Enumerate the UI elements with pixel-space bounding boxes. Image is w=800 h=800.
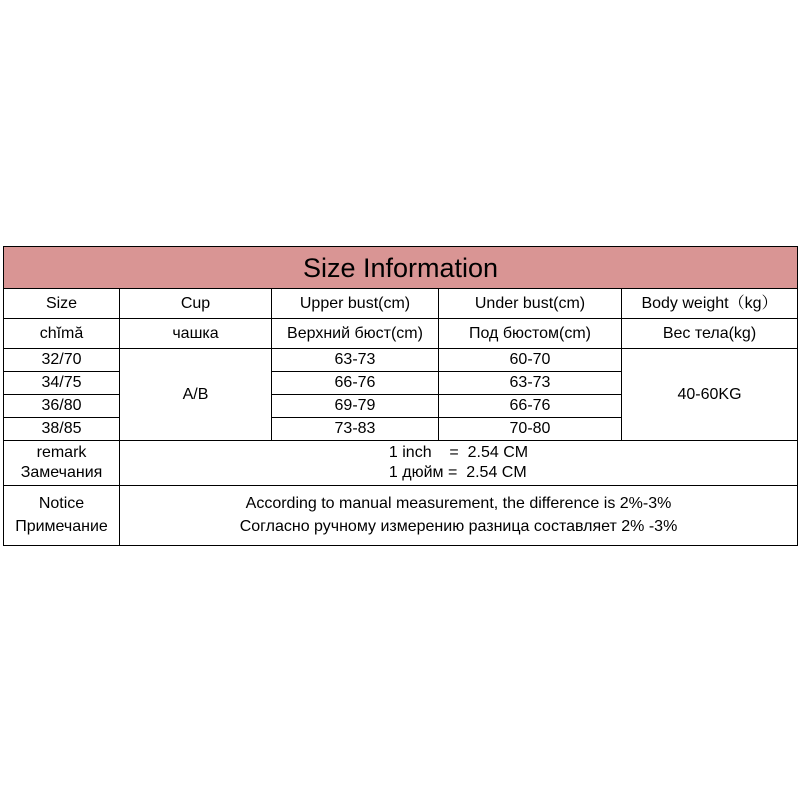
size-information-table (3, 246, 798, 546)
notice-line-ru: Согласно ручному измерению разница составляет 2% -3% (239, 518, 678, 535)
upper-bust-cell: 69-79 (272, 395, 439, 418)
remark-text-block (389, 443, 528, 483)
size-cell: 36/80 (4, 395, 120, 418)
cup-cell: A/B (120, 349, 272, 441)
header-under-bust-ru: Под бюстом(cm) (439, 319, 622, 349)
notice-row (4, 486, 798, 546)
remark-line-inch: 1 inch = 2.54 CM (388, 444, 529, 461)
remark-line-dyuim: 1 дюйм = 2.54 CM (388, 464, 527, 481)
remark-content (120, 441, 798, 486)
header-size-ru: chĭmă (4, 319, 120, 349)
header-row-russian (4, 319, 798, 349)
upper-bust-cell: 63-73 (272, 349, 439, 372)
header-cup: Cup (120, 289, 272, 319)
under-bust-cell: 70-80 (439, 418, 622, 441)
remark-label-en: remark (36, 444, 87, 461)
size-cell: 34/75 (4, 372, 120, 395)
header-under-bust: Under bust(cm) (439, 289, 622, 319)
remark-label-ru: Замечания (20, 464, 103, 481)
remark-row (4, 441, 798, 486)
notice-content (120, 486, 798, 546)
body-weight-cell: 40-60KG (622, 349, 798, 441)
header-row-english (4, 289, 798, 319)
header-upper-bust: Upper bust(cm) (272, 289, 439, 319)
header-body-weight: Body weight（kg） (622, 289, 798, 319)
under-bust-cell: 60-70 (439, 349, 622, 372)
size-cell: 38/85 (4, 418, 120, 441)
upper-bust-cell: 73-83 (272, 418, 439, 441)
remark-label (4, 441, 120, 486)
notice-label-ru: Примечание (15, 518, 108, 535)
under-bust-cell: 66-76 (439, 395, 622, 418)
header-size: Size (4, 289, 120, 319)
notice-label (4, 486, 120, 546)
notice-label-en: Notice (38, 495, 85, 512)
header-upper-bust-ru: Верхний бюст(cm) (272, 319, 439, 349)
size-cell: 32/70 (4, 349, 120, 372)
header-body-weight-ru: Вес тела(kg) (622, 319, 798, 349)
upper-bust-cell: 66-76 (272, 372, 439, 395)
notice-line-en: According to manual measurement, the difference is 2%-3% (245, 495, 672, 512)
table-row (4, 349, 798, 372)
header-cup-ru: чашка (120, 319, 272, 349)
table-title: Size Information (4, 247, 798, 289)
under-bust-cell: 63-73 (439, 372, 622, 395)
